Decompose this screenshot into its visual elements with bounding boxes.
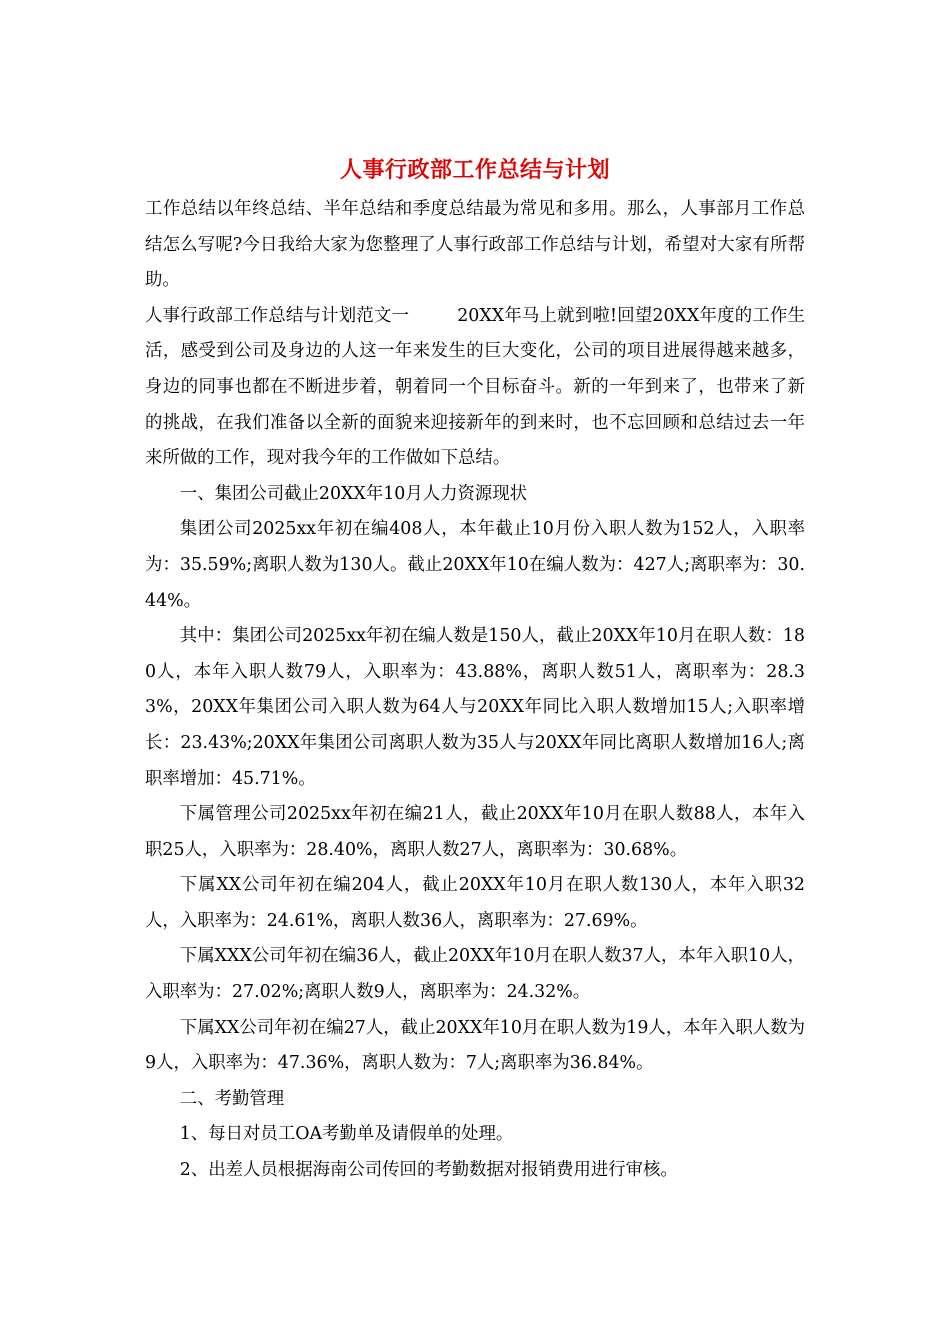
among-paragraph: 其中：集团公司2025xx年初在编人数是150人，截止20XX年10月在职人数：180人，本年入职人数79人，入职率为：43.88%，离职人数51人，离职率为：28.33%，20XX年集团公司入职人数为64人与20XX年同比入职人数增加15人;入职率增长：23.43%;20XX年集团公司离职人数为35人与20XX年同比离职人数增加16人;离职率增加：45.71%。: [145, 626, 805, 789]
attendance-item-1: 1、每日对员工OA考勤单及请假单的处理。: [179, 1124, 514, 1145]
xxx-company-paragraph: 下属XXX公司年初在编36人，截止20XX年10月在职人数37人，本年入职10人，入职率为：27.02%;离职人数9人，离职率为：24.32%。: [145, 946, 805, 1003]
section2-heading: 二、考勤管理: [179, 1088, 285, 1109]
sample-label: 人事行政部工作总结与计划范文一: [145, 305, 410, 326]
xx-company-paragraph: 下属XX公司年初在编204人，截止20XX年10月在职人数130人，本年入职32人，入职率为：24.61%，离职人数36人，离职率为：27.69%。: [145, 875, 805, 931]
group-paragraph: 集团公司2025xx年初在编408人，本年截止10月份入职人数为152人，入职率为：35.59%;离职人数为130人。截止20XX年10在编人数为：427人;离职率为：30.44%。: [145, 519, 805, 611]
sample-paragraph: [145, 299, 805, 477]
section1-heading: 一、集团公司截止20XX年10月人力资源现状: [179, 483, 528, 504]
mgmt-paragraph: 下属管理公司2025xx年初在编21人，截止20XX年10月在职人数88人，本年入职25人，入职率为：28.40%，离职人数27人，离职率为：30.68%。: [145, 804, 805, 860]
sample-text: 20XX年马上就到啦!回望20XX年度的工作生活，感受到公司及身边的人这一年来发生的巨大变化，公司的项目进展得越来越多，身边的同事也都在不断进步着，朝着同一个目标奋斗。新的一年到来了，也带来了新的挑战，在我们准备以全新的面貌来迎接新年的到来时，也不忘回顾和总结过去一年来所做的工作，现对我今年的工作做如下总结。: [145, 305, 805, 469]
document-body: [145, 150, 805, 1189]
xx-company-2-paragraph: 下属XX公司年初在编27人，截止20XX年10月在职人数为19人，本年入职人数为9人，入职率为：47.36%，离职人数为：7人;离职率为36.84%。: [145, 1017, 805, 1074]
intro-paragraph: 工作总结以年终总结、半年总结和季度总结最为常见和多用。那么，人事部月工作总结怎么写呢?今日我给大家为您整理了人事行政部工作总结与计划，希望对大家有所帮助。: [145, 199, 805, 291]
attendance-item-2: 2、出差人员根据海南公司传回的考勤数据对报销费用进行审核。: [179, 1160, 678, 1181]
document-title: 人事行政部工作总结与计划: [339, 157, 610, 183]
